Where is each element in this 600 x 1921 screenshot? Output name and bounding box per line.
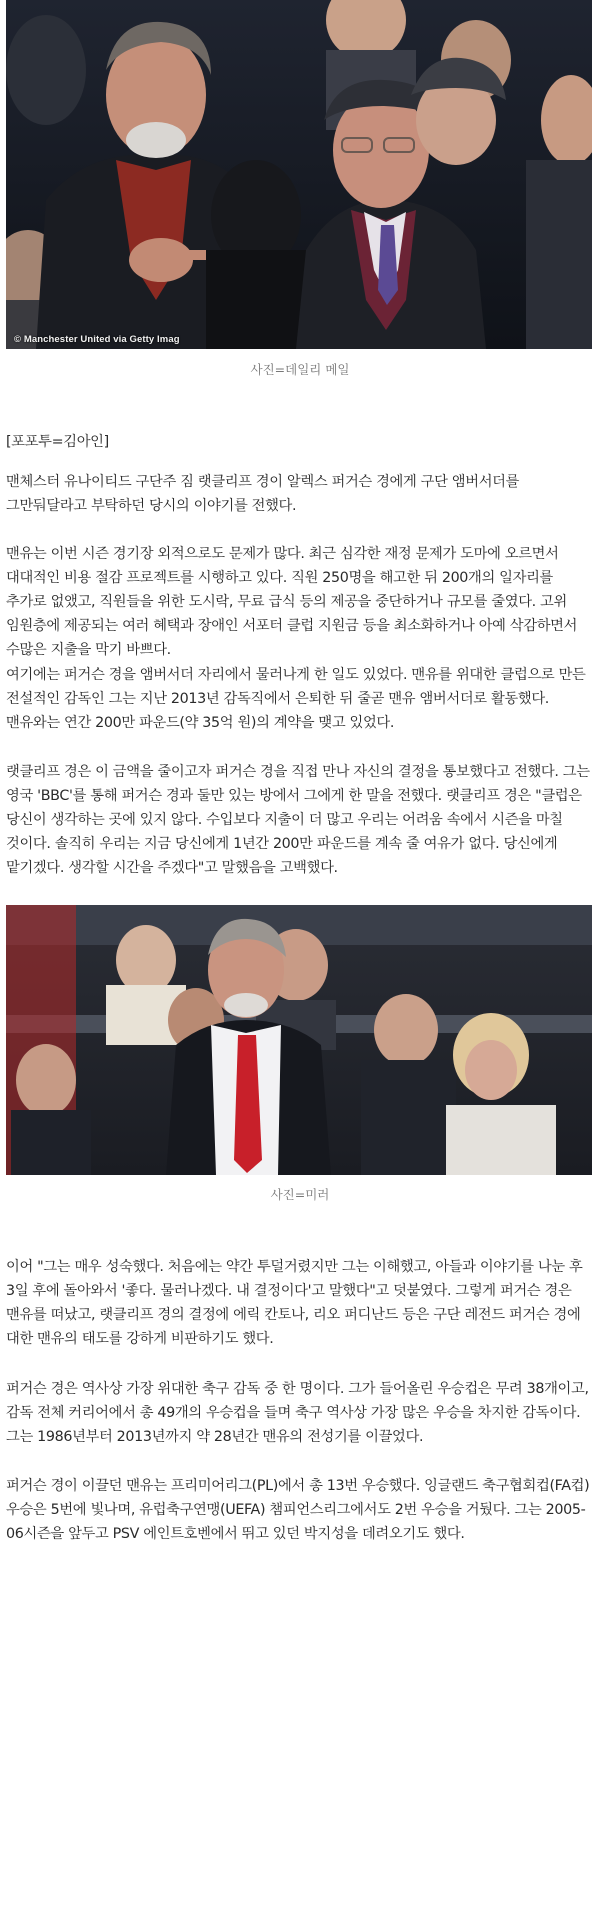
paragraph-2: 맨유는 이번 시즌 경기장 외적으로도 문제가 많다. 최근 심각한 재정 문제가 도마에 오르면서 대대적인 비용 절감 프로젝트를 시행하고 있다. 직원 250명을 해고한 뒤 200개의 일자리를 추가로 없앴고, 직원들을 위한 도시락, 무료 급식 등의 제공을 중단하거나 규모를 줄였다. 고위 임원층에 제공되는 여러 혜택과 장애인 서포터 클럽 지원금 등을 최소화하거나 아예 삭감하면서 수많은 지출을 막기 바쁘다.	[6, 546, 578, 658]
paragraph-6: 퍼거슨 경은 역사상 가장 위대한 축구 감독 중 한 명이다. 그가 들어올린 우승컵은 무려 38개이고, 감독 전체 커리어에서 총 49개의 우승컵을 들며 축구 역사상 가장 많은 우승을 차지한 감독이다. 그는 1986년부터 2013년까지 약 28년간 맨유의 전성기를 이끌었다.	[6, 1381, 589, 1445]
paragraph-4: 랫클리프 경은 이 금액을 줄이고자 퍼거슨 경을 직접 만나 자신의 결정을 통보했다고 전했다. 그는 영국 'BBC'를 통해 퍼거슨 경과 둘만 있는 방에서 그에게 한 말을 전했다. 랫클리프 경은 "클럽은 당신이 생각하는 곳에 있지 않다. 수입보다 지출이 더 많고 우리는 어려움 속에서 시즌을 마칠 것이다. 솔직히 우리는 지금 당신에게 1년간 200만 파운드를 계속 줄 여유가 없다. 당신에게 맡기겠다. 생각할 시간을 주겠다"고 말했음을 고백했다.	[6, 764, 590, 876]
photo-stands-ratcliffe-ferguson	[6, 0, 592, 349]
paragraph-3: 여기에는 퍼거슨 경을 앰버서더 자리에서 물러나게 한 일도 있었다. 맨유를 위대한 클럽으로 만든 전설적인 감독인 그는 지난 2013년 감독직에서 은퇴한 뒤 줄곧 맨유 앰버서더로 활동했다. 맨유와는 연간 200만 파운드(약 35억 원)의 계약을 맺고 있었다.	[6, 667, 586, 731]
photo-ratcliffe-stadium	[6, 905, 592, 1175]
photo2-caption: 사진=미러	[270, 1187, 330, 1202]
photo-illustration	[6, 905, 592, 1175]
paragraph-7: 퍼거슨 경이 이끌던 맨유는 프리미어리그(PL)에서 총 13번 우승했다. 잉글랜드 축구협회컵(FA컵) 우승은 5번에 빛나며, 유럽축구연맹(UEFA) 챔피언스리그에서도 2번 우승을 거뒀다. 그는 2005-06시즌을 앞두고 PSV 에인트호벤에서 뛰고 있던 박지성을 데려오기도 했다.	[6, 1478, 590, 1542]
photo1-caption: 사진=데일리 메일	[250, 362, 350, 377]
byline: [포포투=김아인]	[6, 434, 109, 450]
photo-illustration	[6, 0, 592, 349]
paragraph-5: 이어 "그는 매우 성숙했다. 처음에는 약간 투덜거렸지만 그는 이해했고, 아들과 이야기를 나눈 후 3일 후에 돌아와서 '좋다. 물러나겠다. 내 결정이다'고 말했다"고 덧붙였다. 그렇게 퍼거슨 경은 맨유를 떠났고, 랫클리프 경의 결정에 에릭 칸토나, 리오 퍼디난드 등은 구단 레전드 퍼거슨 경에 대한 맨유의 태도를 강하게 비판하기도 했다.	[6, 1259, 583, 1347]
photo-credit: © Manchester United via Getty Imag	[14, 334, 180, 345]
paragraph-1: 맨체스터 유나이티드 구단주 짐 랫클리프 경이 알렉스 퍼거슨 경에게 구단 앰버서더를 그만둬달라고 부탁하던 당시의 이야기를 전했다.	[6, 474, 520, 514]
